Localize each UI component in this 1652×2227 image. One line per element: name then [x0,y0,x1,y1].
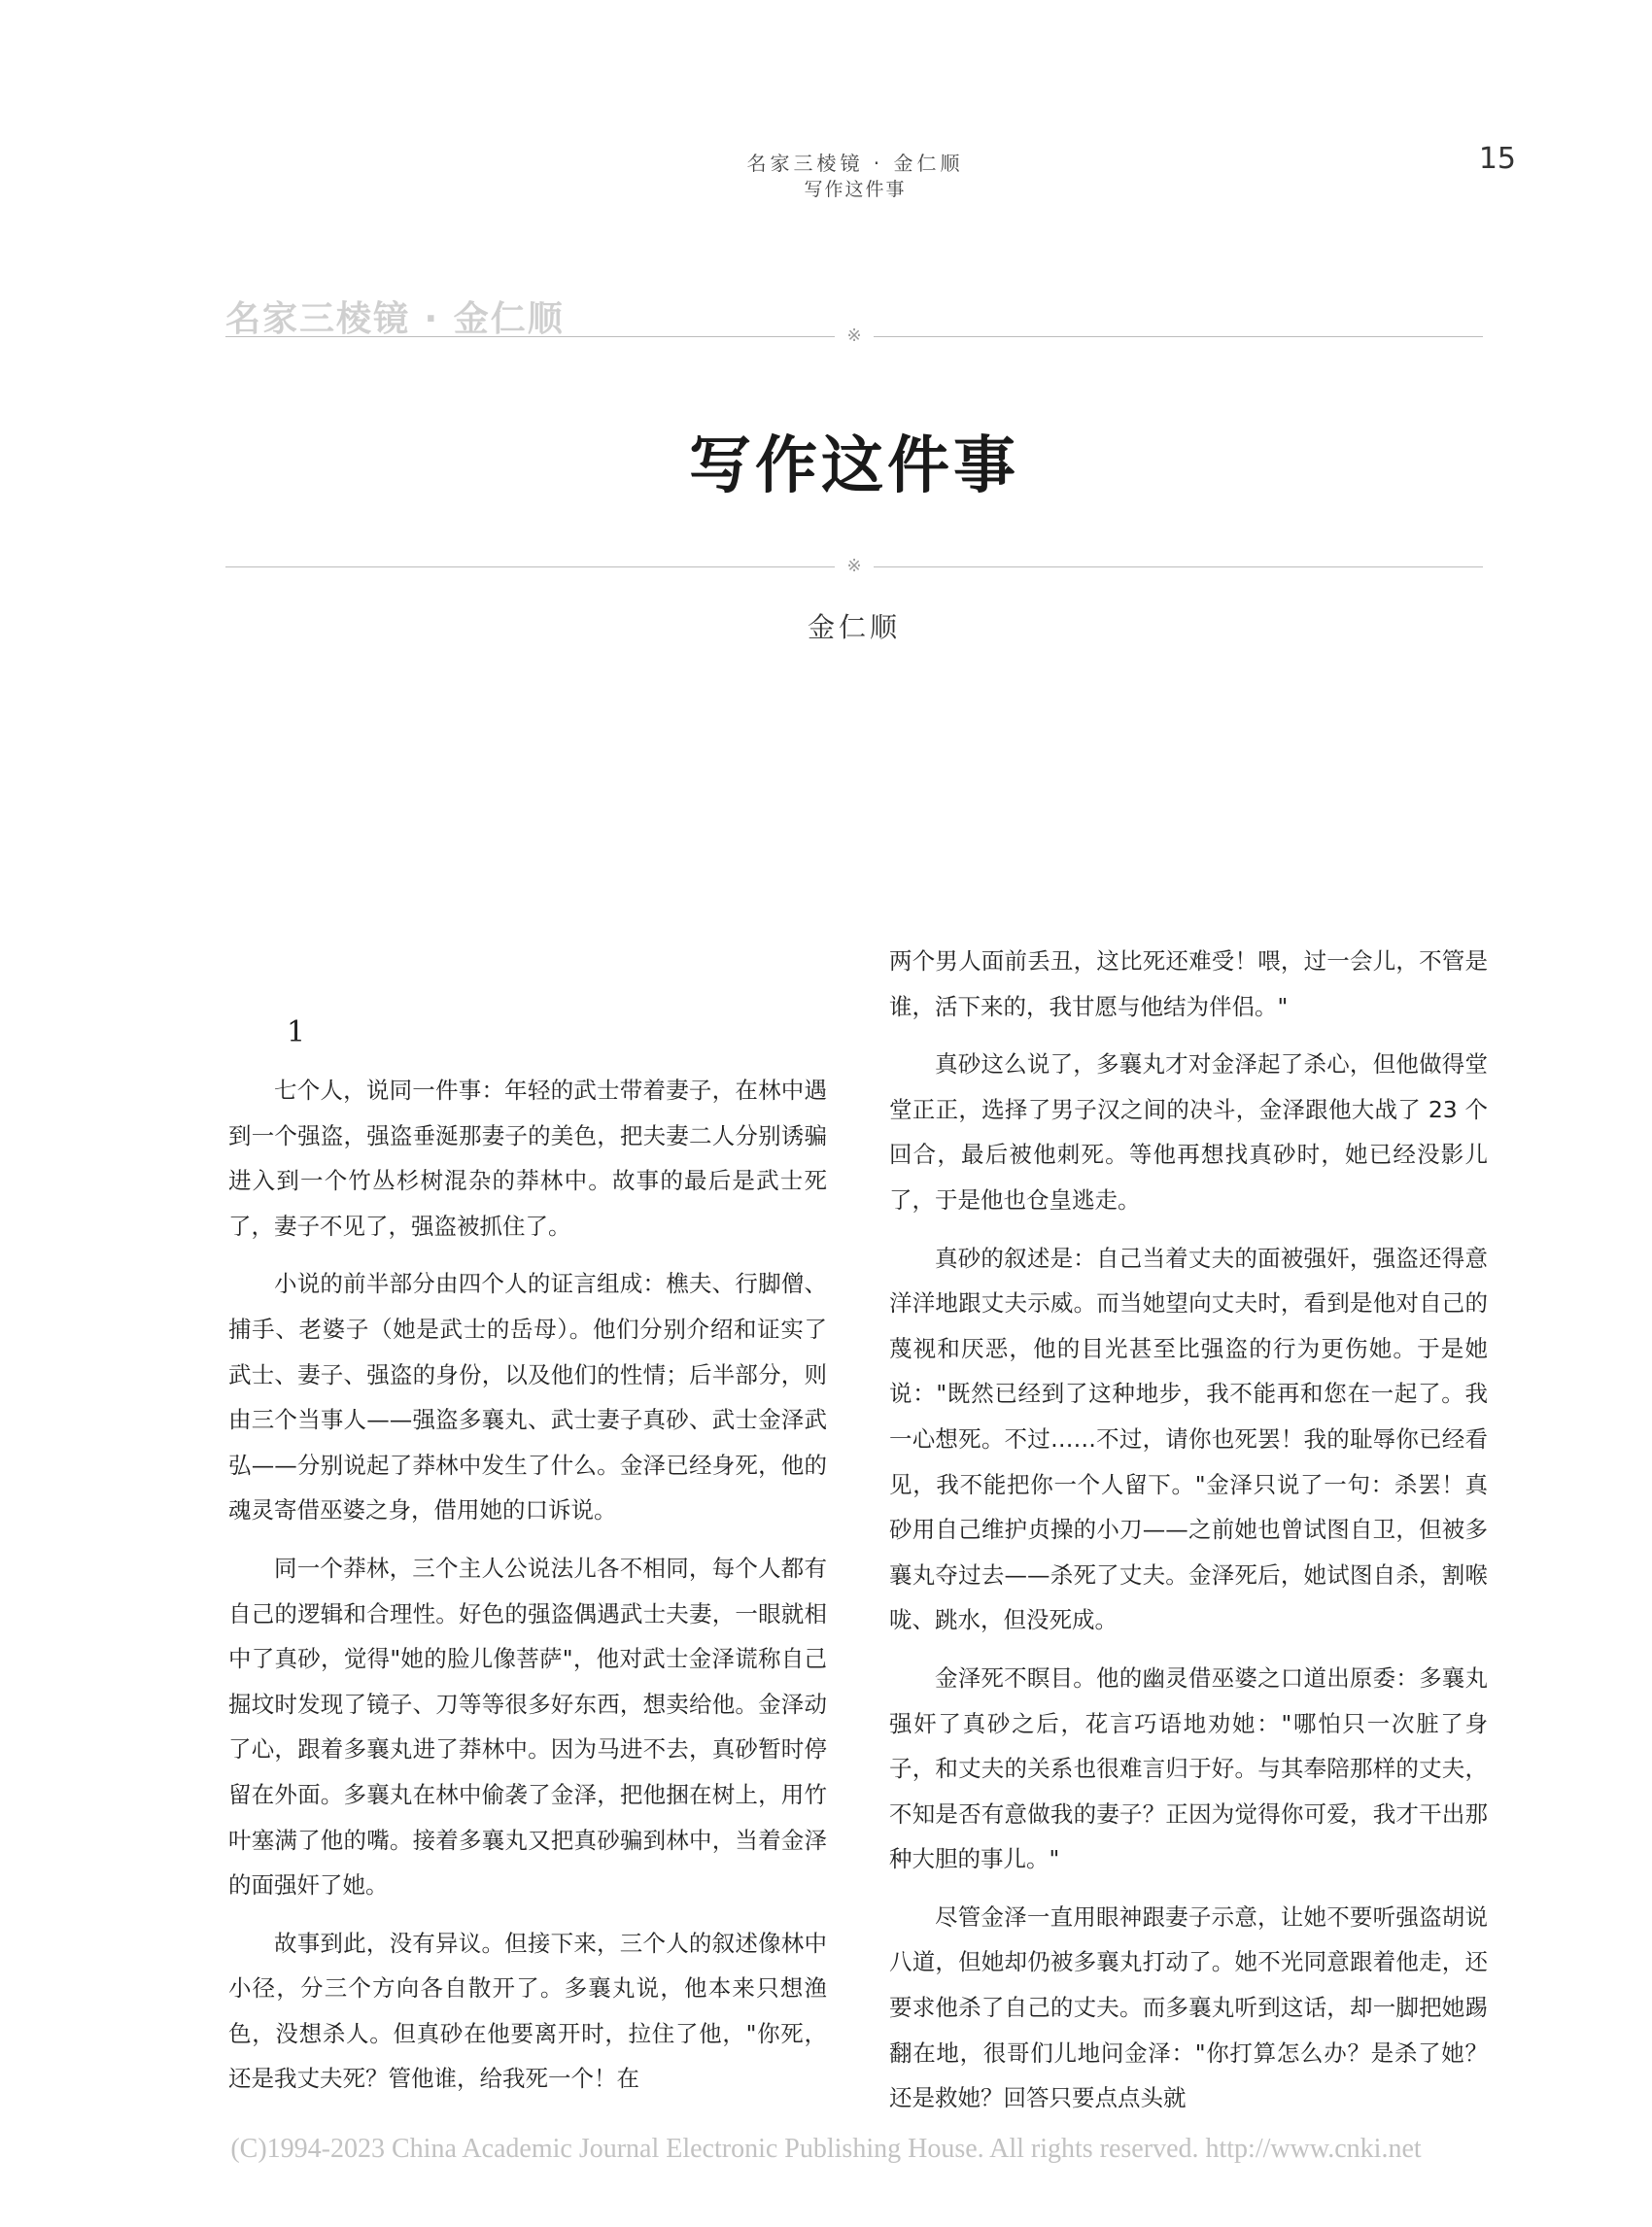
running-head-journal: 名家三棱镜 · 金仁顺 [746,152,964,175]
running-head-title: 写作这件事 [804,179,907,200]
section-number: 1 [287,1015,306,1049]
text-column-right [889,939,1488,2134]
paragraph: 七个人，说同一件事：年轻的武士带着妻子，在林中遇到一个强盗，强盗垂涎那妻子的美色，把夫妻二人分别诱骗进入到一个竹丛杉树混杂的莽林中。故事的最后是武士死了，妻子不见了，强盗被抓住了。 [228,1077,827,1240]
article-title: 写作这件事 [689,429,1019,502]
ornament-icon: ※ [835,554,874,579]
paragraph: 金泽死不瞑目。他的幽灵借巫婆之口道出原委：多襄丸强奸了真砂之后，花言巧语地劝她："哪怕只一次脏了身子，和丈夫的关系也很难言归于好。与其奉陪那样的丈夫，不知是否有意做我的妻子？正因为觉得你可爱，我才干出那种大胆的事儿。" [889,1663,1488,1873]
page-number: 15 [1478,142,1516,176]
paragraph: 同一个莽林，三个主人公说法儿各不相同，每个人都有自己的逻辑和合理性。好色的强盗偶遇武士夫妻，一眼就相中了真砂，觉得"她的脸儿像菩萨"，他对武士金泽谎称自己掘坟时发现了镜子、刀等等很多好东西，想卖给他。金泽动了心，跟着多襄丸进了莽林中。因为马进不去，真砂暂时停留在外面。多襄丸在林中偷袭了金泽，把他捆在树上，用竹叶塞满了他的嘴。接着多襄丸又把真砂骗到林中，当着金泽的面强奸了她。 [228,1554,827,1900]
paragraph-continued: 两个男人面前丢丑，这比死还难受！喂，过一会儿，不管是谁，活下来的，我甘愿与他结为伴侣。" [889,947,1488,1020]
paragraph: 小说的前半部分由四个人的证言组成：樵夫、行脚僧、捕手、老婆子（她是武士的岳母）。他们分别介绍和证实了武士、妻子、强盗的身份，以及他们的性情；后半部分，则由三个当事人——强盗多襄丸、武士妻子真砂、武士金泽武弘——分别说起了莽林中发生了什么。金泽已经身死，他的魂灵寄借巫婆之身，借用她的口诉说。 [228,1270,827,1525]
paragraph: 真砂这么说了，多襄丸才对金泽起了杀心，但他做得堂堂正正，选择了男子汉之间的决斗，金泽跟他大战了 23 个回合，最后被他刺死。等他再想找真砂时，她已经没影儿了，于是他也仓皇逃走。 [889,1050,1488,1214]
paragraph: 真砂的叙述是：自己当着丈夫的面被强奸，强盗还得意洋洋地跟丈夫示威。而当她望向丈夫时，看到是他对自己的蔑视和厌恶，他的目光甚至比强盗的行为更伤她。于是她说："既然已经到了这种地步，我不能再和您在一起了。我一心想死。不过……不过，请你也死罢！我的耻辱你已经看见，我不能把你一个人留下。"金泽只说了一句：杀罢！真砂用自己维护贞操的小刀——之前她也曾试图自卫，但被多襄丸夺过去——杀死了丈夫。金泽死后，她试图自杀，割喉咙、跳水，但没死成。 [889,1244,1488,1634]
column-name: 名家三棱镜 · 金仁顺 [225,299,565,339]
ornament-icon: ※ [835,324,874,349]
copyright-footer: (C)1994-2023 China Academic Journal Electronic Publishing House. All rights reserved. http://www.cnki.net [230,2134,1422,2164]
paragraph: 故事到此，没有异议。但接下来，三个人的叙述像林中小径，分三个方向各自散开了。多襄丸说，他本来只想渔色，没想杀人。但真砂在他要离开时，拉住了他，"你死，还是我丈夫死？管他谁，给我死一个！在 [228,1929,827,2093]
author-name: 金仁顺 [807,611,901,643]
running-head [632,150,1079,202]
text-column-left [228,1011,827,2114]
paragraph: 尽管金泽一直用眼神跟妻子示意，让她不要听强盗胡说八道，但她却仍被多襄丸打动了。她不光同意跟着他走，还要求他杀了自己的丈夫。而多襄丸听到这话，却一脚把她踢翻在地，很哥们儿地问金泽："你打算怎么办？是杀了她？还是救她？回答只要点点头就 [889,1902,1488,2112]
